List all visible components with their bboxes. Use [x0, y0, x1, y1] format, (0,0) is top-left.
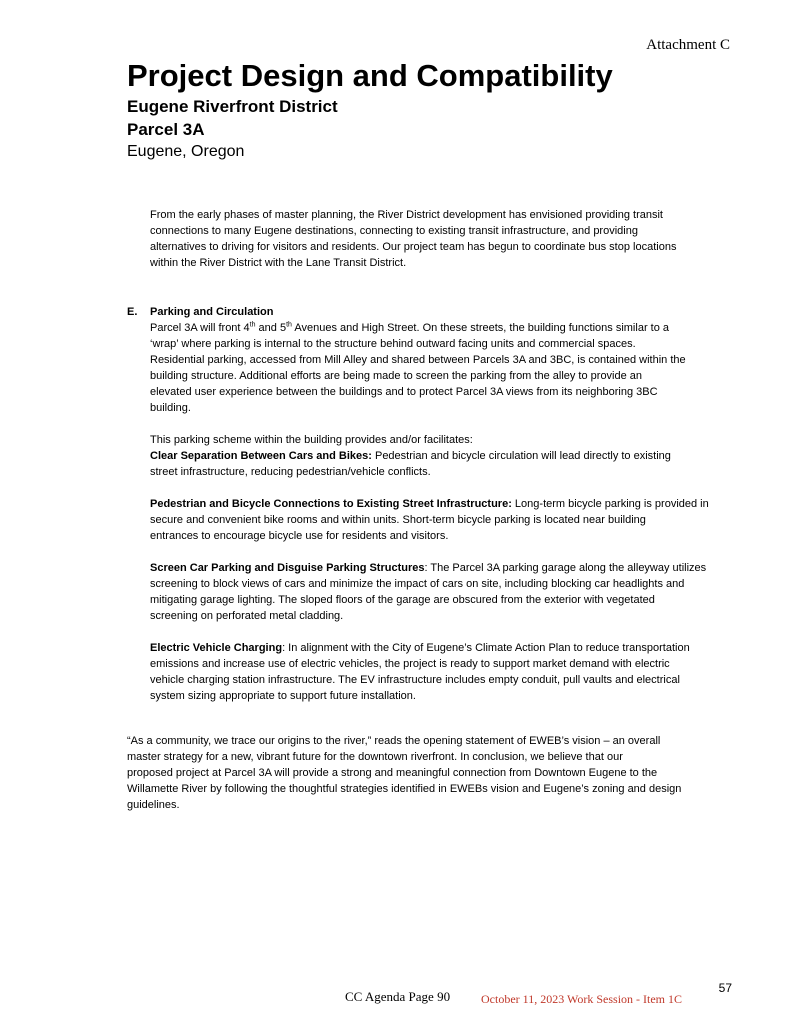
item-line: screening to block views of cars and minimize the impact of cars on site, including blocking car headlights and	[150, 578, 685, 590]
intro-paragraph	[150, 207, 750, 271]
closing-line: Willamette River by following the thoughtful strategies identified in EWEBs vision and Eugene’s zoning and design	[127, 783, 682, 795]
closing-line: master strategy for a new, vibrant future for the downtown riverfront. In conclusion, we believe that our	[127, 751, 623, 763]
parcel-subtitle: Parcel 3A	[127, 120, 205, 139]
item-line	[150, 448, 750, 464]
item-line: screening on perforated metal cladding.	[150, 610, 344, 622]
superscript-th: th	[249, 321, 256, 329]
item-line: street infrastructure, reducing pedestrian/vehicle conflicts.	[150, 466, 431, 478]
closing-paragraph	[127, 733, 747, 813]
text-run: : The Parcel 3A parking garage along the alleyway utilizes	[424, 562, 707, 574]
location-subtitle: Eugene, Oregon	[127, 143, 245, 160]
section-heading: Parking and Circulation	[150, 306, 274, 318]
work-session-label: October 11, 2023 Work Session - Item 1C	[481, 992, 683, 1006]
section-parking-circulation	[150, 304, 750, 704]
section-line	[150, 320, 750, 336]
attachment-label: Attachment C	[646, 37, 730, 53]
text-run: Parcel 3A will front 4	[150, 322, 250, 334]
section-line: building structure. Additional efforts are being made to screen the parking from the alley to provide an	[150, 370, 643, 382]
superscript-th: th	[286, 321, 292, 329]
item-line	[150, 640, 750, 656]
item-title: Screen Car Parking and Disguise Parking Structures	[150, 562, 425, 574]
section-line: ‘wrap’ where parking is internal to the structure behind outward facing units and commercial spaces.	[150, 338, 636, 350]
item-title: Electric Vehicle Charging	[150, 642, 283, 654]
item-line: emissions and increase use of electric vehicles, the project is ready to support market demand with electric	[150, 658, 670, 670]
page-title: Project Design and Compatibility	[127, 58, 613, 93]
text-run: Pedestrian and bicycle circulation will lead directly to existing	[371, 450, 671, 462]
section-line: elevated user experience between the buildings and to protect Parcel 3A views from its neighboring 3BC	[150, 386, 658, 398]
item-line: system sizing appropriate to support future installation.	[150, 690, 416, 702]
agenda-page-label: CC Agenda Page 90	[345, 989, 451, 1004]
scheme-intro: This parking scheme within the building provides and/or facilitates:	[150, 434, 473, 446]
page-number: 57	[718, 981, 732, 995]
section-line: Residential parking, accessed from Mill Alley and shared between Parcels 3A and 3BC, is contained within the	[150, 354, 686, 366]
text-run: Long-term bicycle parking is provided in	[511, 498, 709, 510]
district-subtitle: Eugene Riverfront District	[127, 97, 338, 116]
intro-line: From the early phases of master planning, the River District development has envisioned providing transit	[150, 209, 663, 221]
item-title: Clear Separation Between Cars and Bikes:	[150, 450, 372, 462]
item-title: Pedestrian and Bicycle Connections to Existing Street Infrastructure:	[150, 498, 512, 510]
item-line	[150, 560, 750, 576]
item-line: secure and convenient bike rooms and within units. Short-term bicycle parking is located near building	[150, 514, 646, 526]
text-run: Avenues and High Street. On these streets, the building functions similar to a	[291, 322, 670, 334]
intro-line: within the River District with the Lane Transit District.	[150, 257, 407, 269]
closing-line: proposed project at Parcel 3A will provide a strong and meaningful connection from Downtown Eugene to the	[127, 767, 658, 779]
section-letter: E.	[127, 306, 138, 318]
text-run: and 5	[255, 322, 287, 334]
closing-line: guidelines.	[127, 799, 180, 811]
intro-line: alternatives to driving for visitors and residents. Our project team has begun to coordinate bus stop locations	[150, 241, 677, 253]
intro-line: connections to many Eugene destinations, connecting to existing transit infrastructure, and providing	[150, 225, 638, 237]
item-line: entrances to encourage bicycle use for residents and visitors.	[150, 530, 449, 542]
section-line: building.	[150, 402, 191, 414]
closing-line: “As a community, we trace our origins to the river,” reads the opening statement of EWEB’s vision – an overall	[127, 735, 661, 747]
text-run: : In alignment with the City of Eugene’s Climate Action Plan to reduce transportation	[282, 642, 690, 654]
item-line: vehicle charging station infrastructure. The EV infrastructure includes empty conduit, pull vaults and electrical	[150, 674, 680, 686]
item-line: mitigating garage lighting. The sloped floors of the garage are obscured from the exterior with vegetated	[150, 594, 655, 606]
item-line	[150, 496, 750, 512]
